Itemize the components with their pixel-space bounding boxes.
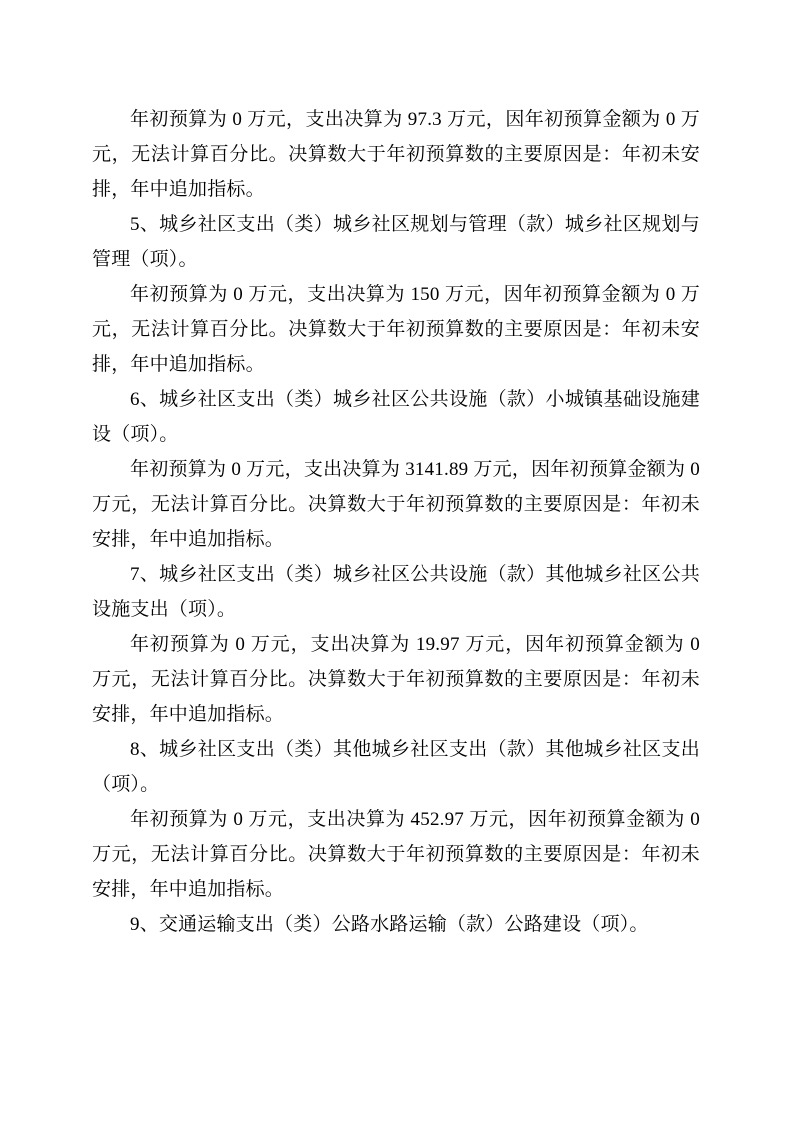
item-heading-6: 6、城乡社区支出（类）城乡社区公共设施（款）小城镇基础设施建设（项）。 <box>92 389 700 445</box>
item-heading-5: 5、城乡社区支出（类）城乡社区规划与管理（款）城乡社区规划与管理（项）。 <box>92 214 700 270</box>
item-heading-9: 9、交通运输支出（类）公路水路运输（款）公路建设（项）。 <box>130 914 649 935</box>
explanation-paragraph: 年初预算为 0 万元，支出决算为 452.97 万元，因年初预算金额为 0 万元，无法计算百分比。决算数大于年初预算数的主要原因是：年初未安排，年中追加指标。 <box>92 809 700 900</box>
explanation-paragraph: 年初预算为 0 万元，支出决算为 150 万元，因年初预算金额为 0 万元，无法计算百分比。决算数大于年初预算数的主要原因是：年初未安排，年中追加指标。 <box>92 284 700 375</box>
item-heading-7: 7、城乡社区支出（类）城乡社区公共设施（款）其他城乡社区公共设施支出（项）。 <box>92 564 700 620</box>
explanation-paragraph: 年初预算为 0 万元，支出决算为 19.97 万元，因年初预算金额为 0 万元，无法计算百分比。决算数大于年初预算数的主要原因是：年初未安排，年中追加指标。 <box>92 634 700 725</box>
item-heading-8: 8、城乡社区支出（类）其他城乡社区支出（款）其他城乡社区支出（项）。 <box>92 739 700 795</box>
explanation-paragraph: 年初预算为 0 万元，支出决算为 3141.89 万元，因年初预算金额为 0 万元，无法计算百分比。决算数大于年初预算数的主要原因是：年初未安排，年中追加指标。 <box>92 459 700 550</box>
explanation-paragraph: 年初预算为 0 万元，支出决算为 97.3 万元，因年初预算金额为 0 万元，无法计算百分比。决算数大于年初预算数的主要原因是：年初未安排，年中追加指标。 <box>92 109 700 200</box>
